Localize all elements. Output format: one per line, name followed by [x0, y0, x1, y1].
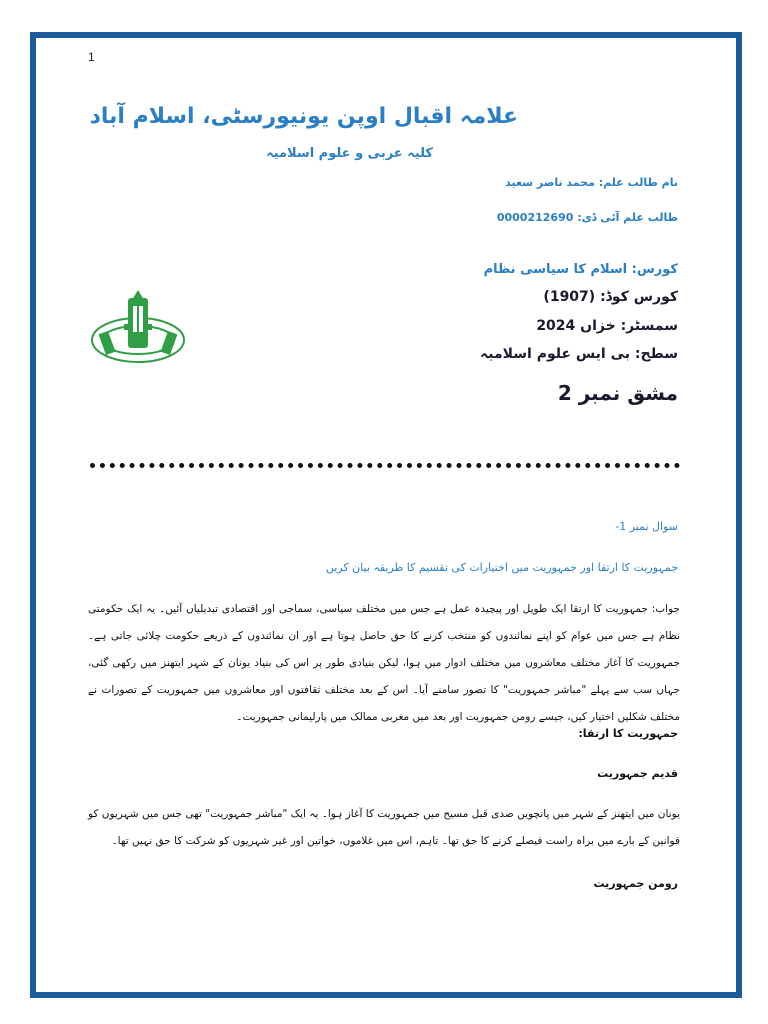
- university-title: علامہ اقبال اوپن یونیورسٹی، اسلام آباد: [89, 104, 518, 129]
- university-emblem-icon: [88, 288, 188, 378]
- page-number: 1: [88, 50, 95, 64]
- answer-paragraph: جواب: جمہوریت کا ارتقا ایک طویل اور پیچیدہ عمل ہے جس میں مختلف سیاسی، سماجی اور اقتصادی تبدیلیاں آئیں۔ یہ ایک حکومتی نظام ہے جس میں عوام کو اپنے نمائندوں کو منتخب کرنے کا حق حاصل ہوتا ہے اور ان نمائندوں کے ذریعے حکومت چلائی جاتی ہے۔ جمہوریت کا آغاز مختلف معاشروں میں مختلف ادوار میں ہوا، لیکن بنیادی طور پر اس کی بنیاد یونان کے شہر ایتھنز میں رکھی گئی، جہاں سب سے پہلے "مباشر جمہوریت" کا تصور سامنے آیا۔ اس کے بعد مختلف ثقافتوں اور معاشروں میں جمہوریت کے تصورات نے مختلف شکلیں اختیار کیں، جیسے رومن جمہوریت اور بعد میں مغربی ممالک میں پارلیمانی جمہوریت۔: [88, 603, 680, 723]
- course-code: کورس کوڈ: (1907): [543, 289, 678, 305]
- heading-roman-democracy: رومن جمہوریت: [593, 877, 678, 890]
- level: سطح: بی ایس علوم اسلامیہ: [480, 346, 678, 362]
- ancient-democracy-paragraph: یونان میں ایتھنز کے شہر میں پانچویں صدی قبل مسیح میں جمہوریت کا آغاز ہوا۔ یہ ایک "مباشر جمہوریت" تھی جس میں شہریوں کو قوانین کے بارے میں براہ راست فیصلے کرنے کا حق تھا۔ تاہم، اس میں غلاموں، خواتین اور غیر شہریوں کو شرکت کا حق نہیں تھا۔: [88, 808, 680, 847]
- question-label: سوال نمبر 1-: [615, 520, 678, 533]
- assignment-number: مشق نمبر 2: [557, 381, 678, 405]
- heading-ancient-democracy: قدیم جمہوریت: [597, 767, 678, 780]
- section-divider: [90, 463, 680, 468]
- semester: سمسٹر: خزاں 2024: [536, 318, 678, 334]
- student-name: نام طالب علم: محمد ناصر سعید: [505, 176, 678, 189]
- faculty-name: کلیہ عربی و علوم اسلامیہ: [266, 146, 433, 161]
- course-name: کورس: اسلام کا سیاسی نظام: [483, 262, 678, 277]
- heading-evolution: جمہوریت کا ارتقا:: [578, 727, 678, 740]
- student-id: طالب علم آئی ڈی: 0000212690: [496, 211, 678, 224]
- question-text: جمہوریت کا ارتقا اور جمہوریت میں اختیارات کی تقسیم کا طریقہ بیان کریں: [325, 561, 678, 574]
